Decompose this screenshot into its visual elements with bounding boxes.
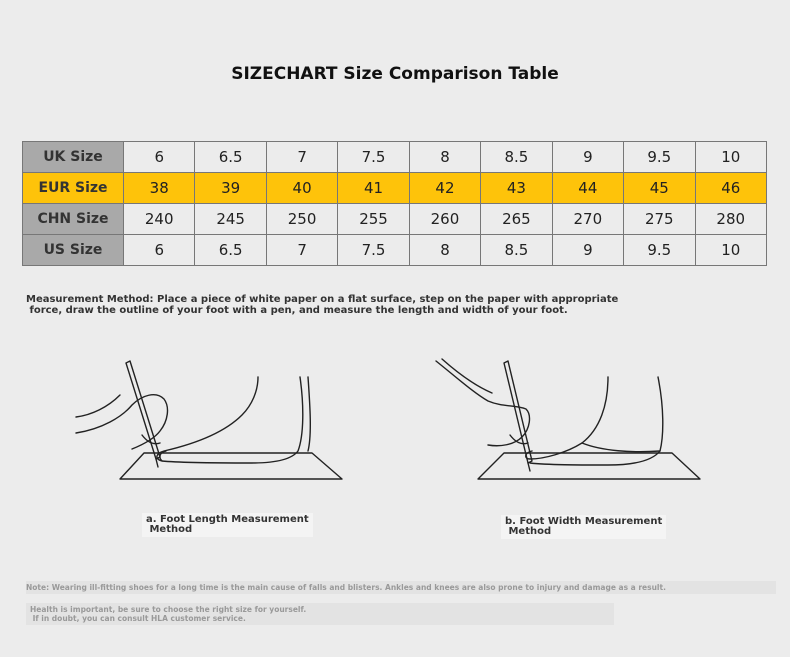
size-row xyxy=(23,235,767,266)
size-cell: 280 xyxy=(695,204,767,235)
size-row-label: CHN Size xyxy=(23,204,124,235)
size-cell: 39 xyxy=(195,173,266,204)
size-cell: 9 xyxy=(552,235,623,266)
foot-width-caption xyxy=(501,515,666,539)
size-row-label: UK Size xyxy=(23,142,124,173)
size-cell: 7.5 xyxy=(338,235,409,266)
size-row-label: US Size xyxy=(23,235,124,266)
size-cell: 250 xyxy=(266,204,337,235)
size-cell: 260 xyxy=(409,204,480,235)
size-cell: 8.5 xyxy=(481,142,552,173)
page-title: SIZECHART Size Comparison Table xyxy=(231,64,559,84)
size-cell: 42 xyxy=(409,173,480,204)
caption-line: a. Foot Length Measurement xyxy=(146,514,309,525)
size-cell: 44 xyxy=(552,173,623,204)
size-cell: 41 xyxy=(338,173,409,204)
size-cell: 9 xyxy=(552,142,623,173)
size-cell: 270 xyxy=(552,204,623,235)
size-cell: 40 xyxy=(266,173,337,204)
health-text xyxy=(26,603,614,625)
note-text: Note: Wearing ill-fitting shoes for a long time is the main cause of falls and blisters. Ankles and knees are also prone to injury and damage as a result. xyxy=(26,581,776,594)
caption-line: b. Foot Width Measurement xyxy=(505,516,663,527)
size-cell: 7 xyxy=(266,142,337,173)
size-cell: 265 xyxy=(481,204,552,235)
foot-width-illustration xyxy=(432,355,712,485)
foot-length-illustration xyxy=(72,355,352,485)
size-row xyxy=(23,142,767,173)
size-cell: 7 xyxy=(266,235,337,266)
size-cell: 240 xyxy=(124,204,195,235)
size-row xyxy=(23,173,767,204)
size-cell: 10 xyxy=(695,142,767,173)
size-cell: 10 xyxy=(695,235,767,266)
size-cell: 45 xyxy=(624,173,695,204)
size-cell: 8 xyxy=(409,235,480,266)
size-row xyxy=(23,204,767,235)
size-cell: 8 xyxy=(409,142,480,173)
size-cell: 6.5 xyxy=(195,235,266,266)
size-cell: 275 xyxy=(624,204,695,235)
size-cell: 6.5 xyxy=(195,142,266,173)
size-cell: 9.5 xyxy=(624,235,695,266)
size-comparison-table xyxy=(22,141,767,266)
measurement-method-line: Measurement Method: Place a piece of white paper on a flat surface, step on the paper with appropriate xyxy=(26,294,619,305)
caption-line: Method xyxy=(146,524,193,535)
foot-length-caption xyxy=(142,513,313,537)
size-cell: 6 xyxy=(124,235,195,266)
size-cell: 8.5 xyxy=(481,235,552,266)
size-cell: 38 xyxy=(124,173,195,204)
size-cell: 7.5 xyxy=(338,142,409,173)
measurement-method-text xyxy=(26,294,766,316)
measurement-method-line: force, draw the outline of your foot with a pen, and measure the length and width of your foot. xyxy=(26,305,568,316)
size-cell: 46 xyxy=(695,173,767,204)
health-line: Health is important, be sure to choose the right size for yourself. xyxy=(30,605,307,614)
size-cell: 43 xyxy=(481,173,552,204)
size-row-label: EUR Size xyxy=(23,173,124,204)
health-line: If in doubt, you can consult HLA customer service. xyxy=(30,614,246,623)
size-cell: 255 xyxy=(338,204,409,235)
caption-line: Method xyxy=(505,526,552,537)
size-cell: 6 xyxy=(124,142,195,173)
size-cell: 9.5 xyxy=(624,142,695,173)
size-cell: 245 xyxy=(195,204,266,235)
